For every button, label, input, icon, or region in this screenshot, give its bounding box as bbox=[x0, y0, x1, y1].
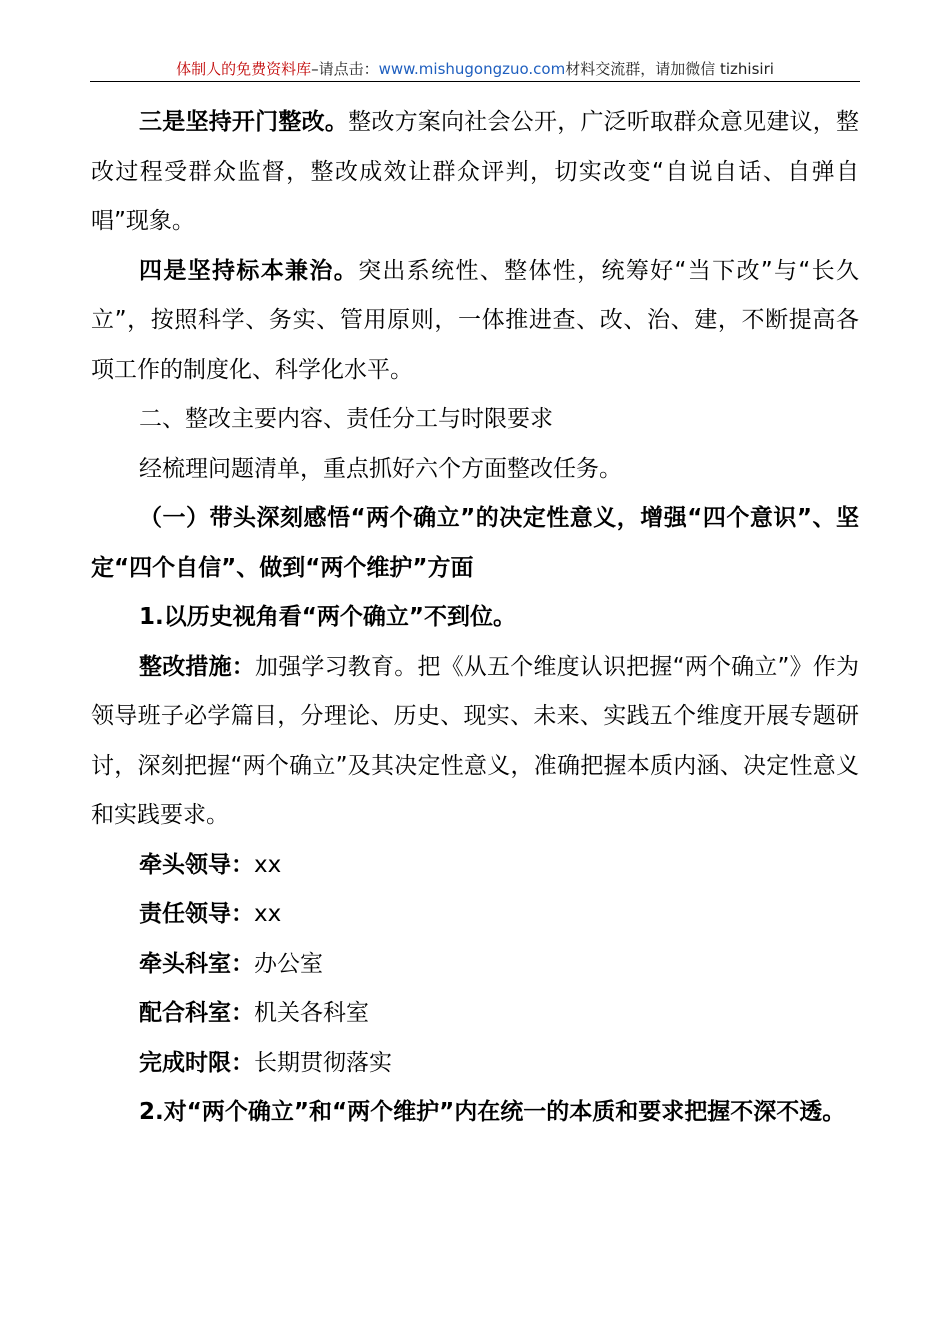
item-value: 办公室 bbox=[254, 950, 323, 977]
header-url-link[interactable]: www.mishugongzuo.com bbox=[378, 60, 566, 78]
item-label: 完成时限： bbox=[139, 1049, 254, 1076]
paragraph-root-and-branch bbox=[91, 247, 859, 396]
responsibility-item-lead-office bbox=[91, 940, 859, 990]
paragraph-task-summary: 经梳理问题清单，重点抓好六个方面整改任务。 bbox=[139, 455, 622, 482]
issue-heading-2: 2.对“两个确立”和“两个维护”内在统一的本质和要求把握不深不透。 bbox=[139, 1099, 846, 1125]
header-prompt: –请点击： bbox=[311, 60, 379, 78]
measures-label: 整改措施： bbox=[139, 653, 255, 680]
item-value: xx bbox=[254, 851, 282, 878]
subsection-heading-one: （一）带头深刻感悟“两个确立”的决定性意义，增强“四个意识”、坚定“四个自信”、做到“两个维护”方面 bbox=[91, 505, 859, 581]
measures-text: 加强学习教育。把《从五个维度认识把握“两个确立”》作为领导班子必学篇目，分理论、历史、现实、未来、实践五个维度开展专题研讨，深刻把握“两个确立”及其决定性意义，准确把握本质内涵、决定性意义和实践要求。 bbox=[91, 653, 859, 828]
paragraph-text: 整改方案向社会公开，广泛听取群众意见建议，整改过程受群众监督，整改成效让群众评判，切实改变“自说自话、自弹自唱”现象。 bbox=[91, 109, 860, 234]
responsibility-item-responsible-leader bbox=[91, 890, 859, 940]
paragraph-measures bbox=[91, 643, 859, 841]
responsibility-item-deadline bbox=[91, 1039, 859, 1089]
item-value: 长期贯彻落实 bbox=[254, 1049, 392, 1076]
paragraph-heading: 四是坚持标本兼治。 bbox=[139, 257, 359, 284]
item-value: 机关各科室 bbox=[254, 1000, 369, 1026]
document-body bbox=[91, 98, 859, 1138]
paragraph-open-rectification bbox=[91, 98, 859, 247]
item-label: 牵头科室： bbox=[139, 950, 254, 977]
issue-heading-1: 1.以历史视角看“两个确立”不到位。 bbox=[139, 604, 516, 630]
item-label: 牵头领导： bbox=[139, 851, 254, 878]
header-contact: 材料交流群，请加微信 tizhisiri bbox=[565, 60, 774, 78]
responsibility-item-cooperating-office bbox=[91, 989, 859, 1039]
item-label: 责任领导： bbox=[139, 901, 254, 927]
section-heading-two: 二、整改主要内容、责任分工与时限要求 bbox=[139, 406, 553, 432]
page-header bbox=[90, 58, 860, 80]
item-label: 配合科室： bbox=[139, 1000, 254, 1026]
header-divider bbox=[90, 81, 860, 82]
item-value: xx bbox=[254, 901, 282, 927]
paragraph-heading: 三是坚持开门整改。 bbox=[139, 109, 349, 135]
responsibility-item-lead-leader bbox=[91, 841, 859, 891]
paragraph-text: 突出系统性、整体性，统筹好“当下改”与“长久立”，按照科学、务实、管用原则，一体推进查、改、治、建，不断提高各项工作的制度化、科学化水平。 bbox=[91, 257, 859, 383]
header-brand: 体制人的免费资料库 bbox=[176, 60, 312, 78]
